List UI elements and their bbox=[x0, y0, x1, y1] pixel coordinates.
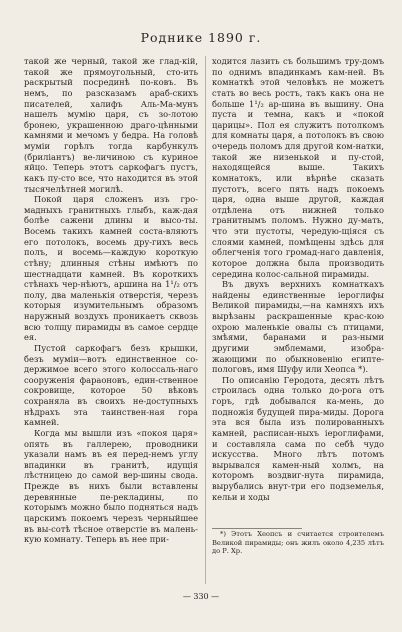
paragraph: Пустой саркофагъ безъ крышки, безъ муміи—вотъ единственное со-держимое всего этого колоссаль-наго сооруженія фараоновъ, един-ственное сокровище, которое 50 вѣковъ сохраняла въ своихъ не-доступныхъ нѣдрахъ эта таинствен-ная гора камней. bbox=[24, 342, 198, 428]
running-header: Роднике 1890 г. bbox=[140, 30, 262, 45]
footnote-text: *) Этотъ Хеопсъ и считается строителемъ Великой пирамиды; онъ жилъ около 4,235 лѣтъ до Р. Хр. bbox=[212, 530, 384, 556]
paragraph: По описанію Геродота, десять лѣтъ строилась одна только до-рога отъ горъ, гдѣ добывался ка-мень, до подножія будущей пира-миды. Дорога эта вся была изъ полированныхъ камней, расписан-ныхъ іероглифами, и составляла сама по себѣ чудо искусства. Много лѣтъ потомъ вырывался камен-ный холмъ, на которомъ воздвиг-нута пирамида, вырубались внут-три его подземелья, кельи и ходы bbox=[212, 374, 384, 502]
paragraph: Покой царя сложенъ изъ гро-мадныхъ гранитныхъ глыбъ, каж-дая болѣе сажени длины и высо-ты. Восемь такихъ камней соста-вляютъ его потолокъ, восемь дру-гихъ весь полъ, и восемь—каждую короткую стѣну; длинныя стѣны имѣютъ по шестнадцати камней. Въ короткихъ стѣнахъ чер-нѣютъ, аршина на 1¹/₂ отъ полу, два маленькія отверстія, черезъ которыя изумительнымъ образомъ наружный воздухъ проникаетъ сквозь всю толщу пирамиды въ самое сердце ея. bbox=[24, 194, 198, 343]
column-divider bbox=[205, 56, 206, 584]
paragraph: Въ двухъ верхнихъ комнаткахъ найдены единственные іероглифы Великой пирамиды,—на камняхъ ихъ вырѣзаны раскрашенные крас-кою охрою маленькіе овалы съ птицами, змѣями, баранами и раз-ными другими эмблемами, изобра-жающими по обыкновенію египте-пологовъ, имя Шуфу или Хеопса *). bbox=[212, 279, 384, 375]
right-column bbox=[212, 56, 384, 502]
paragraph: ходится лазить съ большимъ тру-домъ по однимъ впадинкамъ кам-ней. Въ комнаткѣ этой человѣкъ не можетъ стать во весь ростъ, такъ какъ она не больше 1¹/₂ ар-шина въ вышину. Она пуста и темна, какъ и «покой царицы». Пол ея служитъ потолкомъ для комнаты царя, а потолокъ въ свою очередь поломъ для другой ком-натки, такой же низенькой и пу-стой, находящейся выше. Такихъ комнатокъ, или вѣрнѣе сказать пустотъ, всего пять надъ покоемъ царя, одна выше другой, каждая отдѣлена отъ нижней только гранитнымъ поломъ. Нужно ду-мать, что эти пустоты, чередую-щіяся съ слоями камней, помѣщены здѣсь для облегченія того громад-наго давленія, которое должна была производить середина колос-сальной пирамиды. bbox=[212, 56, 384, 279]
page-number: — 330 — bbox=[182, 592, 220, 601]
footnote bbox=[212, 530, 384, 556]
left-column bbox=[24, 56, 198, 545]
paragraph: Когда мы вышли изъ «покоя царя» опять въ галлерею, проводники указали намъ въ ея перед-немъ углу впадинки въ гранитѣ, идущія лѣстницею до самой вер-шины свода. Прежде въ нихъ были вставлены деревянные пе-рекладины, по которымъ можно было подняться надъ царскимъ покоемъ черезъ черныйшее въ вы-сотѣ тѣсное отверстіе въ малень-кую комнату. Теперь въ нее при- bbox=[24, 427, 198, 545]
paragraph: такой же черный, такой же глад-кій, такой же прямоугольный, сто-ить раскрытый посрединѣ по-ковъ. Въ немъ, по разсказамъ араб-скихъ писателей, халифъ Аль-Ма-мунъ нашелъ мумію царя, съ зо-лотою бронею, украшенною драго-цѣнными камнями и мечомъ у бедра. На головѣ муміи горѣлъ тогда карбункулъ (бриліантъ) ве-личиною съ куриное яйцо. Теперь этотъ саркофагъ пустъ, какъ пу-сто все, что находится въ этой тысячелѣтней могилѣ. bbox=[24, 56, 198, 194]
footnote-divider bbox=[212, 528, 302, 529]
